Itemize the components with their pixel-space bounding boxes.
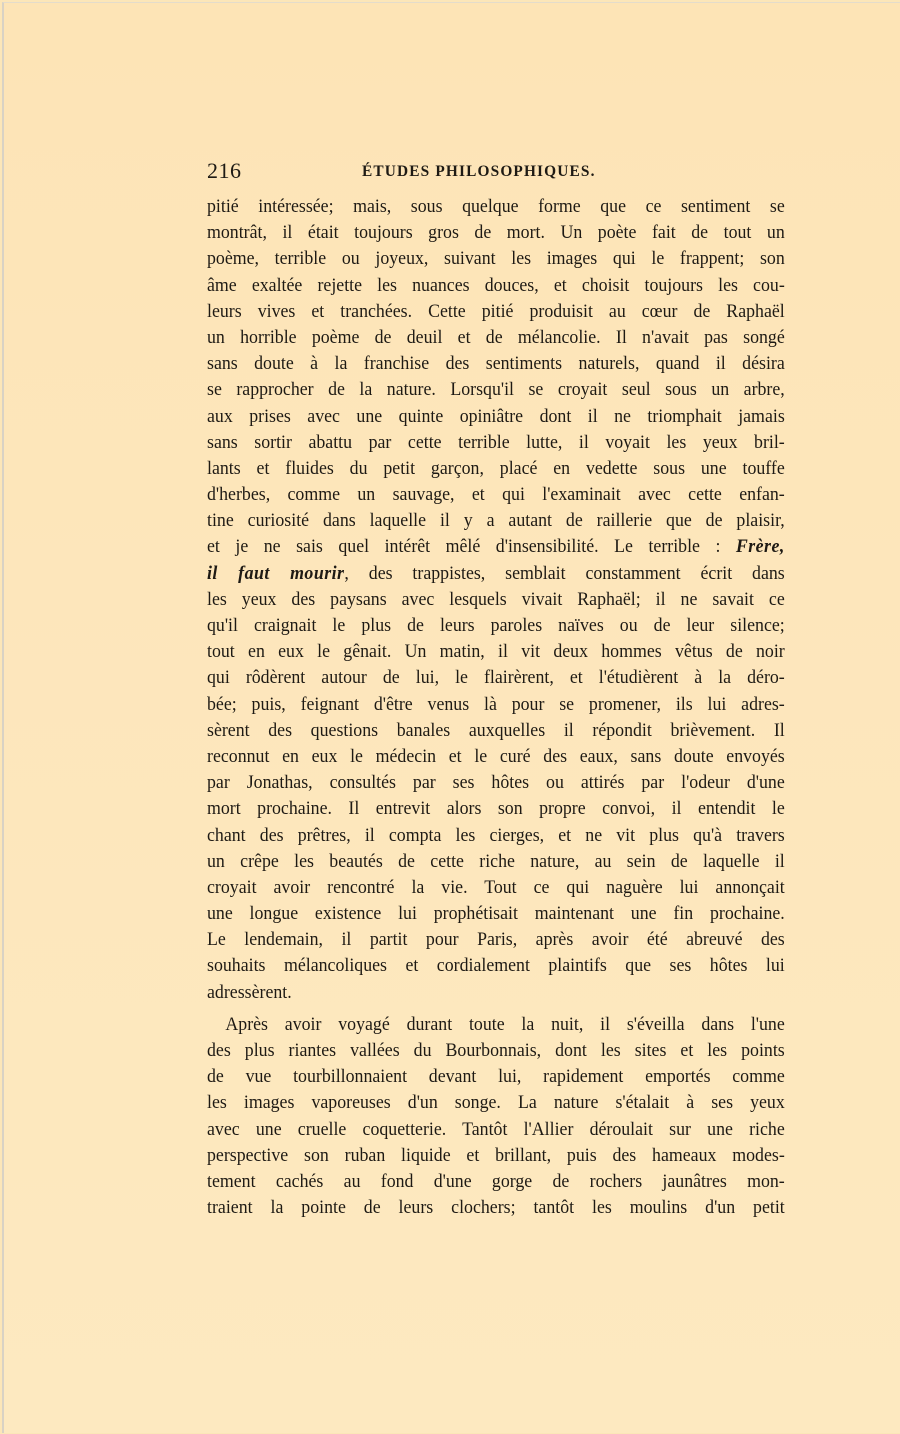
text-line: qui rôdèrent autour de lui, le flairèrent, et l'étudièrent à la déro- (207, 667, 785, 689)
book-page (2, 2, 900, 1433)
text-line: les yeux des paysans avec lesquels vivait Raphaël; il ne savait ce (207, 588, 785, 610)
page-header (207, 158, 785, 186)
text-line: tout en eux le gênait. Un matin, il vit deux hommes vêtus de noir (207, 641, 785, 663)
text-line: perspective son ruban liquide et brillant, puis des hameaux modes- (207, 1144, 785, 1166)
text-line: croyait avoir rencontré la vie. Tout ce qui naguère lui annonçait (207, 876, 785, 898)
text-line: par Jonathas, consultés par ses hôtes ou attirés par l'odeur d'une (207, 772, 785, 794)
running-head: ÉTUDES PHILOSOPHIQUES. (362, 163, 596, 180)
text-line: Le lendemain, il partit pour Paris, après avoir été abreuvé des (207, 929, 785, 951)
italic-quote: Frère, (735, 536, 785, 558)
text-line: leurs vives et tranchées. Cette pitié produisit au cœur de Raphaël (207, 300, 785, 322)
paragraph-1 (207, 194, 785, 1006)
text-line: un horrible poème de deuil et de mélancolie. Il n'avait pas songé (207, 326, 785, 348)
text-line: Après avoir voyagé durant toute la nuit, il s'éveilla dans l'une (225, 1013, 785, 1035)
text-line: qu'il craignait le plus de leurs paroles naïves ou de leur silence; (207, 615, 785, 636)
text-line: pitié intéressée; mais, sous quelque forme que ce sentiment se (207, 196, 785, 217)
text-line: une longue existence lui prophétisait maintenant une fin prochaine. (207, 903, 785, 925)
text-line-with-italic (207, 561, 785, 587)
text-line: âme exaltée rejette les nuances douces, et choisit toujours les cou- (207, 274, 785, 296)
text-line: mort prochaine. Il entrevit alors son propre convoi, il entendit le (207, 798, 785, 820)
text-line: reconnut en eux le médecin et le curé des eaux, sans doute envoyés (207, 745, 785, 767)
text-line: de vue tourbillonnaient devant lui, rapidement emportés comme (207, 1066, 785, 1088)
text-line: adressèrent. (207, 981, 292, 1003)
text-line: chant des prêtres, il compta les cierges, et ne vit plus qu'à travers (207, 824, 785, 846)
text-line: sans sortir abattu par cette terrible lutte, il voyait les yeux bril- (207, 431, 785, 453)
page-number: 216 (207, 158, 242, 183)
text-line: sans doute à la franchise des sentiments naturels, quand il désira (207, 353, 785, 375)
body-text (207, 194, 785, 1221)
text-line: souhaits mélancoliques et cordialement plaintifs que ses hôtes lui (207, 955, 785, 977)
text-line: poème, terrible ou joyeux, suivant les images qui le frappent; son (207, 248, 785, 270)
text-line: montrât, il était toujours gros de mort. Un poète fait de tout un (207, 222, 785, 244)
text-line: un crêpe les beautés de cette riche nature, au sein de laquelle il (207, 850, 785, 872)
text-line: tine curiosité dans laquelle il y a autant de raillerie que de plaisir, (207, 510, 785, 532)
text-line: aux prises avec une quinte opiniâtre dont il ne triomphait jamais (207, 405, 785, 427)
text-line: bée; puis, feignant d'être venus là pour se promener, ils lui adres- (207, 693, 785, 715)
text-line-with-italic (207, 534, 785, 560)
text-line: des plus riantes vallées du Bourbonnais, dont les sites et les points (207, 1040, 785, 1061)
text-segment: , des trappistes, semblait constamment écrit dans (344, 562, 785, 584)
text-line: sèrent des questions banales auxquelles il répondit brièvement. Il (207, 719, 785, 741)
text-line: avec une cruelle coquetterie. Tantôt l'Allier déroulait sur une riche (207, 1118, 785, 1140)
text-line: traient la pointe de leurs clochers; tantôt les moulins d'un petit (207, 1197, 785, 1219)
text-line: d'herbes, comme un sauvage, et qui l'examinait avec cette enfan- (207, 484, 785, 506)
paragraph-2 (207, 1012, 785, 1222)
text-segment: et je ne sais quel intérêt mêlé d'insensibilité. Le terrible : (207, 536, 736, 558)
text-line: se rapprocher de la nature. Lorsqu'il se croyait seul sous un arbre, (207, 379, 785, 401)
italic-quote: il faut mourir (207, 562, 345, 584)
text-line: les images vaporeuses d'un songe. La nature s'étalait à ses yeux (207, 1092, 785, 1114)
text-line: tement cachés au fond d'une gorge de rochers jaunâtres mon- (207, 1170, 785, 1192)
text-line: lants et fluides du petit garçon, placé en vedette sous une touffe (207, 457, 785, 479)
